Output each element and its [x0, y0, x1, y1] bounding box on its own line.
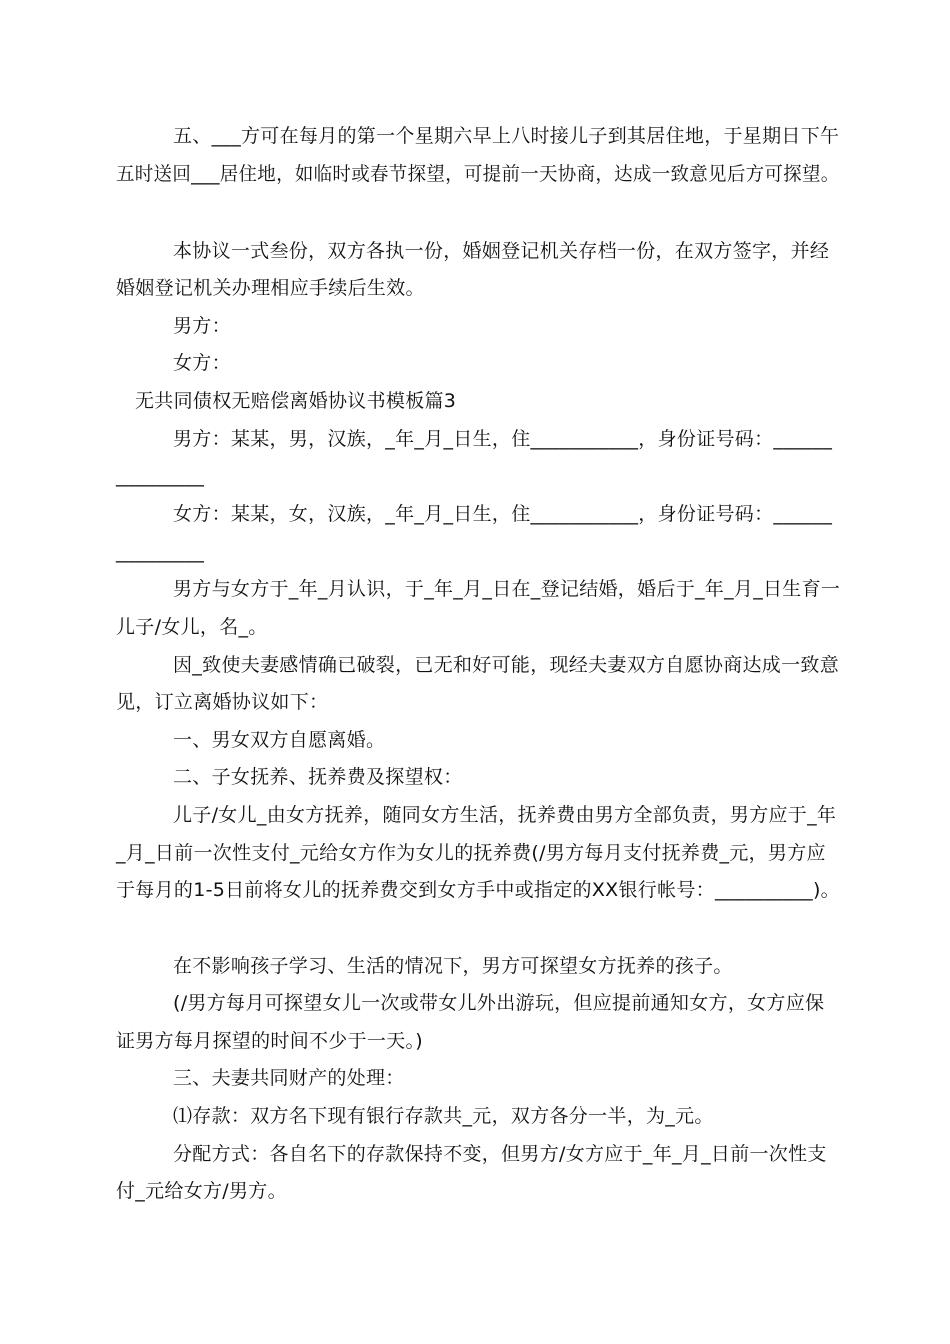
- paragraph-custody-line-2: _月_日前一次性支付_元给女方作为女儿的抚养费(/男方每月支付抚养费_元，男方应: [116, 842, 826, 864]
- signature-female-label: 女方：: [173, 352, 231, 374]
- paragraph-visit-detail-line-1: (/男方每月可探望女儿一次或带女儿外出游玩，但应提前通知女方，女方应保: [173, 992, 825, 1014]
- male-party-info-line-2: _________: [116, 465, 205, 487]
- paragraph-visit-rights: 在不影响孩子学习、生活的情况下，男方可探望女方抚养的孩子。: [173, 955, 733, 977]
- paragraph-visit-detail-line-2: 证男方每月探望的时间不少于一天。): [116, 1030, 424, 1052]
- male-party-info-line-1: 男方：某某，男，汉族，_年_月_日生，住___________，身份证号码：______: [173, 428, 833, 450]
- item-deposit: ⑴存款：双方名下现有银行存款共_元，双方各分一半，为_元。: [173, 1105, 714, 1127]
- paragraph-custody-line-3: 于每月的1-5日前将女儿的抚养费交到女方手中或指定的XX银行帐号：__________)。: [116, 879, 840, 901]
- paragraph-breakdown-line-1: 因_致使夫妻感情确已破裂，已无和好可能，现经夫妻双方自愿协商达成一致意: [173, 654, 840, 676]
- clause-2-heading: 二、子女抚养、抚养费及探望权：: [173, 766, 463, 788]
- paragraph-custody-line-1: 儿子/女儿_由女方抚养，随同女方生活，抚养费由男方全部负责，男方应于_年: [173, 804, 837, 826]
- female-party-info-line-2: _________: [116, 541, 205, 563]
- paragraph-distribution-line-1: 分配方式：各自名下的存款保持不变，但男方/女方应于_年_月_日前一次性支: [173, 1143, 827, 1165]
- paragraph-marriage-line-2: 儿子/女儿，名_。: [116, 616, 268, 638]
- paragraph-marriage-line-1: 男方与女方于_年_月认识，于_年_月_日在_登记结婚，婚后于_年_月_日生育一: [173, 578, 841, 600]
- clause-3-heading: 三、夫妻共同财产的处理：: [173, 1067, 405, 1089]
- clause-1: 一、男女双方自愿离婚。: [173, 729, 386, 751]
- paragraph-copies-line-1: 本协议一式叁份，双方各执一份，婚姻登记机关存档一份，在双方签字，并经: [173, 240, 830, 262]
- paragraph-visitation-line-2: 五时送回___居住地，如临时或春节探望，可提前一天协商，达成一致意见后方可探望。: [116, 163, 840, 185]
- paragraph-copies-line-2: 婚姻登记机关办理相应手续后生效。: [116, 277, 425, 299]
- paragraph-breakdown-line-2: 见，订立离婚协议如下：: [116, 691, 329, 713]
- female-party-info-line-1: 女方：某某，女，汉族，_年_月_日生，住___________，身份证号码：______: [173, 503, 833, 525]
- paragraph-distribution-line-2: 付_元给女方/男方。: [116, 1180, 287, 1202]
- section-title: 无共同债权无赔偿离婚协议书模板篇3: [135, 390, 457, 412]
- paragraph-visitation-line-1: 五、___方可在每月的第一个星期六早上八时接儿子到其居住地，于星期日下午: [173, 125, 840, 147]
- signature-male-label: 男方：: [173, 315, 231, 337]
